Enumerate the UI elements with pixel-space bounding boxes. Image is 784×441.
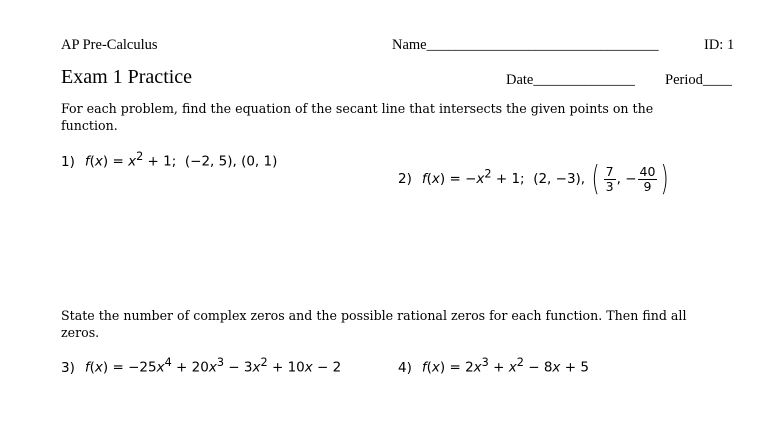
exam-title: Exam 1 Practice [61,66,193,88]
function-name: f [84,359,90,376]
equals-sign: = [112,359,124,376]
term-variable: x [252,359,261,376]
term: + [493,359,505,376]
term-variable: x [473,359,482,376]
term: x [476,171,485,187]
term-variable: x [508,359,517,376]
function-variable: x [94,359,103,376]
function-name: f [421,171,427,187]
right-paren: ) [661,159,670,199]
term: 2 [465,359,474,376]
term-variable: x [552,359,561,376]
fraction-numerator: 40 [639,163,656,179]
left-paren: ( [592,159,601,199]
problem-2: 2) $f(x) = -x^2 + 1$; (2, −3), ( $\frac{7}{3}$ , − $\frac{40}{9}$ ) [398,159,670,199]
problem-number: 1) [61,153,75,170]
exponent: 4 [164,356,172,369]
equals-sign: = [449,171,461,187]
exponent: 2 [260,356,268,369]
point-separator: , − [616,171,637,187]
name-field-line: Name________________________________ [392,37,659,53]
given-points: (−2, 5), (0, 1) [184,153,278,170]
term: − 3 [228,359,253,376]
term: + 10 [271,359,305,376]
term-variable: x [156,359,165,376]
exponent: 2 [136,150,144,163]
problem-number: 4) [398,359,412,376]
section-2-instruction: State the number of complex zeros and the possible rational zeros for each function. Then find all zeros. [61,308,687,340]
term: −25 [128,359,157,376]
course-title: AP Pre-Calculus [61,37,158,53]
equals-sign: = [112,153,124,170]
term-variable: x [304,359,313,376]
exponent: 3 [481,356,489,369]
function-variable: x [431,171,440,187]
problem-3: 3) $f(x) = -25x^4 + 20x^3 - 3x^2 + 10x - 2$ [61,356,342,376]
date-field-line: Date______________ [506,72,635,88]
exponent: 2 [516,356,524,369]
given-point-1: (2, −3), [533,171,586,187]
term: − 2 [317,359,342,376]
equals-sign: = [449,359,461,376]
problem-number: 2) [398,171,412,187]
fraction-denominator: 9 [643,178,652,194]
function-name: f [421,359,427,376]
exponent: 3 [216,356,224,369]
student-id: ID: 1 [704,37,735,53]
function-name: f [84,153,90,170]
function-variable: x [94,153,103,170]
term: + 5 [564,359,589,376]
function-variable: x [431,359,440,376]
term: + 1; [495,171,525,187]
exponent: 2 [484,167,492,181]
term: + 1; [147,153,177,170]
sign: − [465,171,477,187]
problem-1: 1) $f(x) = x^2 + 1$; (−2, 5), (0, 1) [61,150,278,170]
period-field-line: Period____ [665,72,732,88]
section-1-instruction: For each problem, find the equation of the secant line that intersects the given points on the function. [61,101,654,133]
fraction-x [604,165,616,194]
fraction-denominator: 3 [605,178,614,194]
problem-number: 3) [61,359,75,376]
term-variable: x [208,359,217,376]
fraction-y [638,165,658,194]
term: x [128,153,137,170]
term: + 20 [176,359,209,376]
term: − 8 [528,359,553,376]
problem-4: 4) $f(x) = 2x^3 + x^2 - 8x + 5$ [398,356,589,376]
fraction-numerator: 7 [605,163,614,179]
